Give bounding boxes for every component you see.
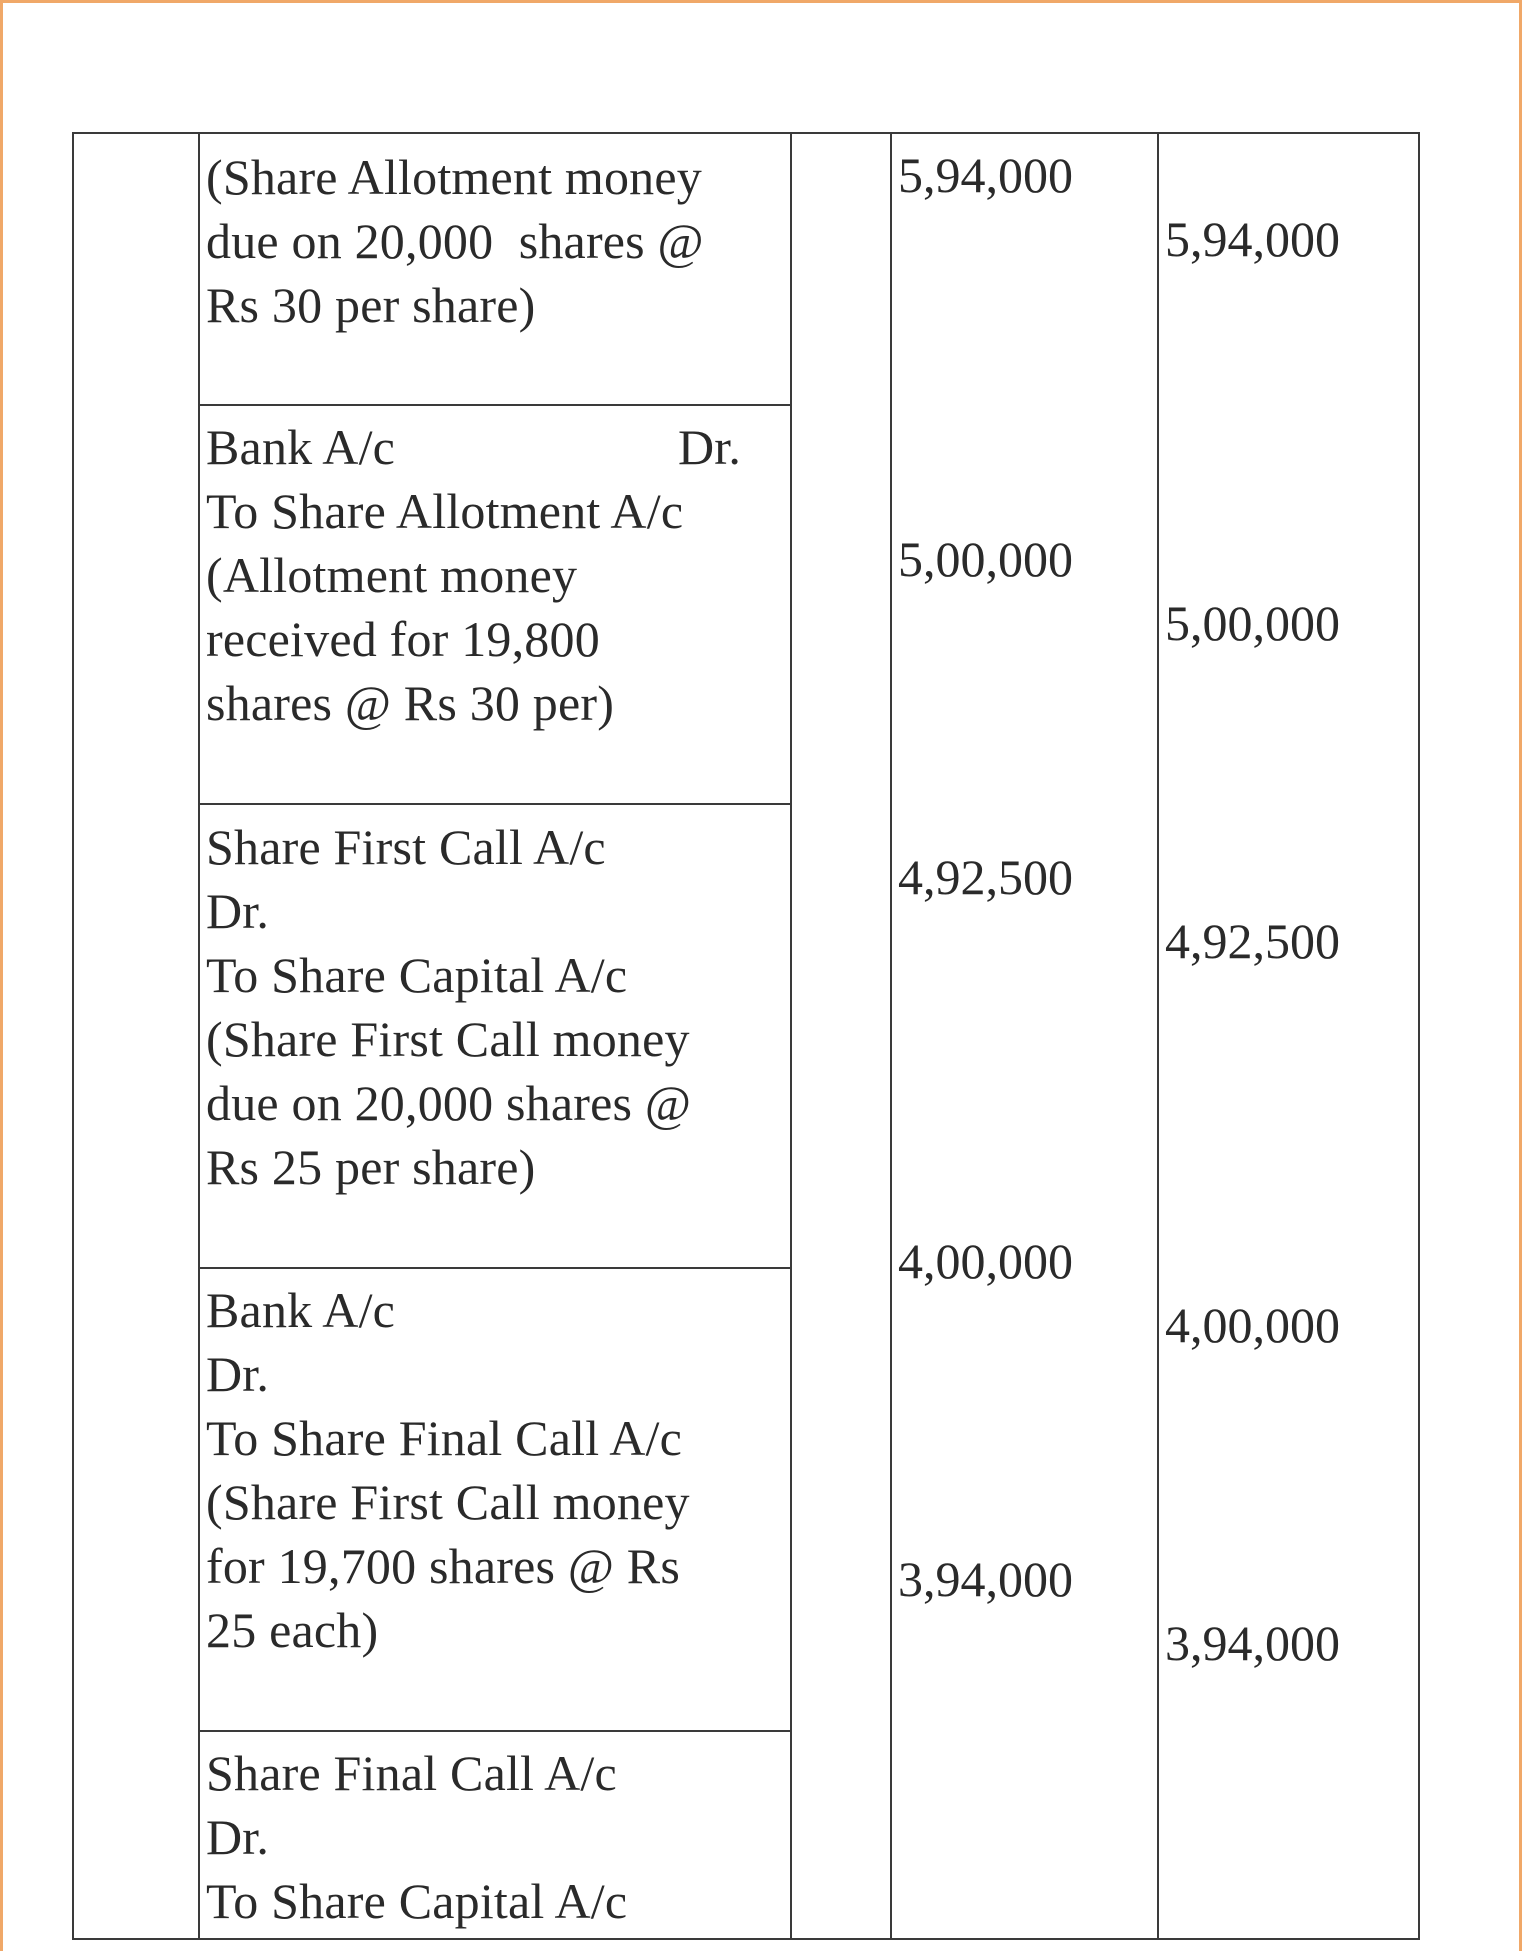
debit-amount: 4,00,000 [898, 1233, 1073, 1289]
entry-separator [198, 803, 792, 805]
entry-line: (Share First Call money [206, 1474, 690, 1530]
entry-line: shares @ Rs 30 per) [206, 675, 615, 731]
column-divider-debit [1157, 132, 1159, 1940]
entry-line: (Allotment money [206, 547, 578, 603]
entry-line: due on 20,000 shares @ [206, 1075, 692, 1131]
table-border-left [72, 132, 74, 1940]
entry-line: Dr. [206, 883, 270, 939]
entry-line: To Share Capital A/c [206, 947, 628, 1003]
credit-amount: 3,94,000 [1165, 1615, 1340, 1671]
debit-amount: 5,94,000 [898, 147, 1073, 203]
entry-line: Rs 25 per share) [206, 1139, 536, 1195]
entry-line: 25 each) [206, 1602, 379, 1658]
entry-line: received for 19,800 [206, 611, 600, 667]
entry-line: Bank A/c [206, 419, 396, 475]
column-divider-lf [890, 132, 892, 1940]
entry-line: Dr. [206, 1809, 270, 1865]
entry-line: for 19,700 shares @ Rs [206, 1538, 681, 1594]
entry-line: (Share First Call money [206, 1011, 690, 1067]
entry-line: Share Final Call A/c [206, 1745, 617, 1801]
table-border-bottom [72, 1938, 1420, 1940]
table-border-right [1418, 132, 1420, 1940]
credit-amount: 5,94,000 [1165, 211, 1340, 267]
credit-amount: 4,00,000 [1165, 1297, 1340, 1353]
debit-amount: 4,92,500 [898, 849, 1073, 905]
entry-line: due on 20,000 shares @ [206, 213, 704, 269]
entry-line: Rs 30 per share) [206, 277, 536, 333]
entry-line: (Share Allotment money [206, 149, 702, 205]
entry-dr-label: Dr. [678, 419, 742, 475]
entry-separator [198, 1267, 792, 1269]
debit-amount: 3,94,000 [898, 1551, 1073, 1607]
entry-line: Share First Call A/c [206, 819, 606, 875]
entry-line: Dr. [206, 1346, 270, 1402]
entry-line: Bank A/c [206, 1282, 396, 1338]
debit-amount: 5,00,000 [898, 531, 1073, 587]
entry-line: To Share Final Call A/c [206, 1410, 683, 1466]
entry-separator [198, 404, 792, 406]
table-border-top [72, 132, 1420, 134]
entry-line: To Share Allotment A/c [206, 483, 684, 539]
credit-amount: 4,92,500 [1165, 913, 1340, 969]
entry-line: To Share Capital A/c [206, 1873, 628, 1929]
entry-separator [198, 1730, 792, 1732]
credit-amount: 5,00,000 [1165, 595, 1340, 651]
